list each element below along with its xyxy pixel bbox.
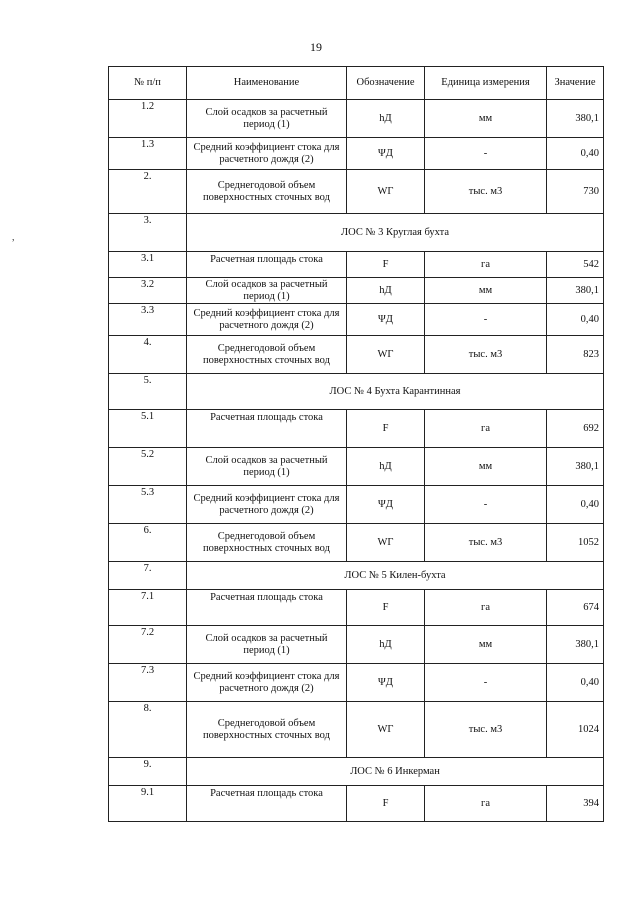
table-row	[109, 336, 604, 374]
row-symbol: F	[347, 252, 425, 278]
row-name: Средний коэффициент стока для расчетного дождя (2)	[187, 486, 347, 524]
row-unit: га	[425, 410, 547, 448]
table-body	[109, 100, 604, 822]
table-row	[109, 304, 604, 336]
row-name: Расчетная площадь стока	[187, 590, 347, 626]
header-unit: Единица измерения	[425, 67, 547, 100]
row-name: Расчетная площадь стока	[187, 410, 347, 448]
row-value: 380,1	[547, 626, 604, 664]
row-number: 9.1	[109, 786, 187, 822]
parameters-table	[108, 66, 604, 822]
table-row	[109, 590, 604, 626]
row-name: Расчетная площадь стока	[187, 252, 347, 278]
table-row	[109, 786, 604, 822]
row-name: Расчетная площадь стока	[187, 786, 347, 822]
page-number: 19	[310, 40, 322, 54]
row-symbol: hД	[347, 278, 425, 304]
table-row	[109, 252, 604, 278]
row-value: 380,1	[547, 448, 604, 486]
row-value: 0,40	[547, 486, 604, 524]
table-row	[109, 524, 604, 562]
row-unit: га	[425, 590, 547, 626]
row-number: 7.1	[109, 590, 187, 626]
row-unit: мм	[425, 100, 547, 138]
header-value: Значение	[547, 67, 604, 100]
row-number: 5.2	[109, 448, 187, 486]
row-name: Средний коэффициент стока для расчетного дождя (2)	[187, 664, 347, 702]
margin-mark: ,	[12, 232, 15, 243]
row-unit: га	[425, 786, 547, 822]
row-symbol: hД	[347, 448, 425, 486]
row-number: 1.2	[109, 100, 187, 138]
row-number: 7.2	[109, 626, 187, 664]
table-row	[109, 626, 604, 664]
row-number: 9.	[109, 758, 187, 786]
row-value: 380,1	[547, 100, 604, 138]
row-value: 692	[547, 410, 604, 448]
row-unit: -	[425, 486, 547, 524]
row-number: 3.2	[109, 278, 187, 304]
row-unit: тыс. м3	[425, 702, 547, 758]
row-number: 8.	[109, 702, 187, 758]
row-value: 394	[547, 786, 604, 822]
row-unit: -	[425, 138, 547, 170]
row-value: 674	[547, 590, 604, 626]
row-unit: тыс. м3	[425, 336, 547, 374]
row-number: 3.	[109, 214, 187, 252]
row-symbol: WГ	[347, 170, 425, 214]
table-row	[109, 100, 604, 138]
row-symbol: hД	[347, 100, 425, 138]
row-symbol: F	[347, 786, 425, 822]
row-symbol: WГ	[347, 702, 425, 758]
row-name: Слой осадков за расчетный период (1)	[187, 278, 347, 304]
row-name: Средний коэффициент стока для расчетного дождя (2)	[187, 304, 347, 336]
table-row	[109, 138, 604, 170]
table-row	[109, 664, 604, 702]
row-unit: мм	[425, 278, 547, 304]
row-symbol: ΨД	[347, 138, 425, 170]
row-number: 2.	[109, 170, 187, 214]
section-row	[109, 562, 604, 590]
row-symbol: hД	[347, 626, 425, 664]
row-unit: тыс. м3	[425, 170, 547, 214]
header-name: Наименование	[187, 67, 347, 100]
row-name: Среднегодовой объем поверхностных сточных вод	[187, 336, 347, 374]
row-number: 3.3	[109, 304, 187, 336]
section-title: ЛОС № 4 Бухта Карантинная	[187, 374, 604, 410]
row-name: Слой осадков за расчетный период (1)	[187, 626, 347, 664]
row-name: Слой осадков за расчетный период (1)	[187, 448, 347, 486]
row-value: 823	[547, 336, 604, 374]
row-number: 5.3	[109, 486, 187, 524]
section-title: ЛОС № 5 Килен-бухта	[187, 562, 604, 590]
row-value: 1024	[547, 702, 604, 758]
row-value: 542	[547, 252, 604, 278]
row-symbol: WГ	[347, 524, 425, 562]
section-row	[109, 374, 604, 410]
section-title: ЛОС № 6 Инкерман	[187, 758, 604, 786]
row-value: 380,1	[547, 278, 604, 304]
row-value: 0,40	[547, 664, 604, 702]
row-name: Среднегодовой объем поверхностных сточных вод	[187, 170, 347, 214]
section-row	[109, 214, 604, 252]
row-number: 7.3	[109, 664, 187, 702]
row-name: Среднегодовой объем поверхностных сточных вод	[187, 702, 347, 758]
header-number: № п/п	[109, 67, 187, 100]
row-symbol: ΨД	[347, 304, 425, 336]
row-value: 1052	[547, 524, 604, 562]
row-unit: тыс. м3	[425, 524, 547, 562]
table-row	[109, 410, 604, 448]
row-symbol: ΨД	[347, 664, 425, 702]
table-header-row	[109, 67, 604, 100]
row-value: 730	[547, 170, 604, 214]
row-number: 6.	[109, 524, 187, 562]
row-unit: га	[425, 252, 547, 278]
table-row	[109, 278, 604, 304]
table-row	[109, 486, 604, 524]
row-name: Слой осадков за расчетный период (1)	[187, 100, 347, 138]
section-row	[109, 758, 604, 786]
section-title: ЛОС № 3 Круглая бухта	[187, 214, 604, 252]
row-number: 3.1	[109, 252, 187, 278]
row-unit: -	[425, 304, 547, 336]
row-unit: мм	[425, 448, 547, 486]
row-number: 4.	[109, 336, 187, 374]
row-number: 5.	[109, 374, 187, 410]
row-unit: -	[425, 664, 547, 702]
row-unit: мм	[425, 626, 547, 664]
row-name: Средний коэффициент стока для расчетного дождя (2)	[187, 138, 347, 170]
header-symbol: Обозначение	[347, 67, 425, 100]
row-symbol: ΨД	[347, 486, 425, 524]
row-number: 5.1	[109, 410, 187, 448]
table-row	[109, 170, 604, 214]
row-value: 0,40	[547, 304, 604, 336]
row-number: 7.	[109, 562, 187, 590]
row-symbol: F	[347, 410, 425, 448]
row-name: Среднегодовой объем поверхностных сточных вод	[187, 524, 347, 562]
row-symbol: WГ	[347, 336, 425, 374]
row-value: 0,40	[547, 138, 604, 170]
row-number: 1.3	[109, 138, 187, 170]
row-symbol: F	[347, 590, 425, 626]
table-row	[109, 702, 604, 758]
table-row	[109, 448, 604, 486]
